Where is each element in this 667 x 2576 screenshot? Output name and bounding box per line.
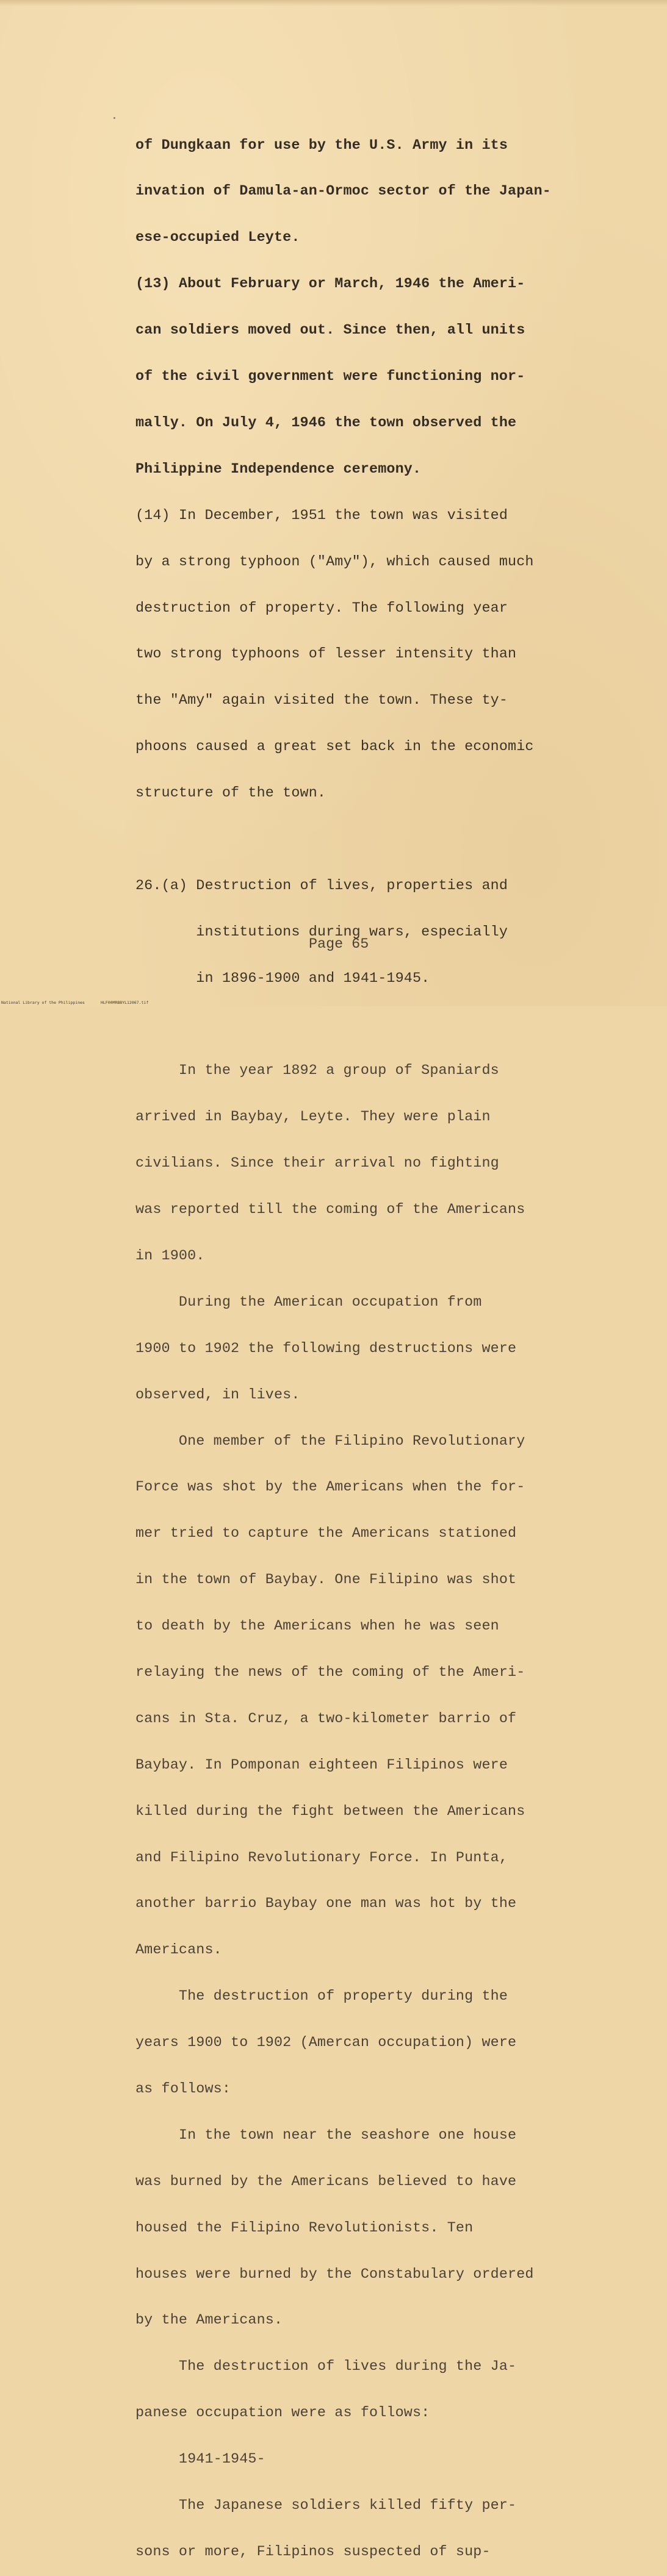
body-line: The destruction of lives during the Ja- [135, 2359, 517, 2375]
margin-mark [114, 117, 115, 119]
body-line: as follows: [135, 2081, 231, 2097]
body-line: destruction of property. The following year [135, 600, 508, 617]
body-line: housed the Filipino Revolutionists. Ten [135, 2220, 474, 2236]
body-line: two strong typhoons of lesser intensity than [135, 646, 517, 663]
paragraph-gap [135, 1018, 624, 1033]
footer-library-name: National Library of the Philippines [1, 1000, 85, 1005]
body-line: (14) In December, 1951 the town was visited [135, 507, 508, 524]
body-line: killed during the fight between the Americans [135, 1803, 525, 1820]
body-line: invation of Damula-an-Ormoc sector of the Japan- [135, 184, 551, 200]
body-line: One member of the Filipino Revolutionary [135, 1433, 525, 1450]
body-line: 1900 to 1902 the following destructions were [135, 1340, 517, 1357]
body-line: 1941-1945- [135, 2452, 265, 2468]
body-line: The destruction of property during the [135, 1989, 508, 2005]
body-line: Americans. [135, 1942, 222, 1959]
body-line: The Japanese soldiers killed fifty per- [135, 2498, 517, 2514]
paper-top-edge [0, 0, 667, 6]
body-line: to death by the Americans when he was seen [135, 1619, 499, 1635]
body-line: panese occupation were as follows: [135, 2405, 430, 2422]
body-line: observed, in lives. [135, 1387, 300, 1403]
body-line: ese-occupied Leyte. [135, 230, 300, 246]
section-heading-line: 26.(a) Destruction of lives, properties and [135, 878, 508, 894]
body-line: phoons caused a great set back in the economic [135, 739, 534, 756]
body-line: In the year 1892 a group of Spaniards [135, 1063, 499, 1079]
body-line: (13) About February or March, 1946 the Ameri- [135, 276, 525, 293]
paragraph-gap [135, 832, 624, 848]
body-line: another barrio Baybay one man was hot by the [135, 1896, 517, 1912]
footer-file-name: HLF00MRBBYL12067.tif [100, 1000, 149, 1005]
body-line: was reported till the coming of the Americans [135, 1202, 525, 1218]
body-line: was burned by the Americans believed to have [135, 2174, 517, 2190]
body-line: arrived in Baybay, Leyte. They were plain [135, 1109, 491, 1126]
section-heading-line: institutions during wars, especially [135, 924, 508, 940]
body-line: by the Americans. [135, 2313, 283, 2329]
body-line: of the civil government were functioning nor- [135, 369, 525, 385]
scan-footer [1, 1000, 164, 1005]
body-line: cans in Sta. Cruz, a two-kilometer barrio of [135, 1711, 517, 1727]
body-line: by a strong typhoon ("Amy"), which caused much [135, 554, 534, 570]
body-line: in 1900. [135, 1248, 205, 1264]
body-line: During the American occupation from [135, 1294, 482, 1311]
section-heading-line: in 1896-1900 and 1941-1945. [135, 970, 430, 987]
body-line: relaying the news of the coming of the Ameri- [135, 1664, 525, 1681]
page-number: Page 65 [309, 937, 369, 953]
document-body [135, 107, 624, 2576]
body-line: In the town near the seashore one house [135, 2127, 517, 2144]
body-line: Philippine Independence ceremony. [135, 461, 422, 478]
body-line: and Filipino Revolutionary Force. In Punta, [135, 1850, 508, 1866]
body-line: houses were burned by the Constabulary ordered [135, 2266, 534, 2283]
body-line: sons or more, Filipinos suspected of sup- [135, 2544, 491, 2560]
body-line: the "Amy" again visited the town. These ty- [135, 693, 508, 709]
body-line: Baybay. In Pomponan eighteen Filipinos were [135, 1757, 508, 1773]
body-line: mer tried to capture the Americans stationed [135, 1526, 517, 1542]
body-line: can soldiers moved out. Since then, all units [135, 323, 525, 339]
body-line: structure of the town. [135, 785, 326, 802]
body-line: in the town of Baybay. One Filipino was shot [135, 1572, 517, 1589]
body-line: Force was shot by the Americans when the for- [135, 1479, 525, 1496]
body-line: civilians. Since their arrival no fighting [135, 1156, 499, 1172]
body-line: mally. On July 4, 1946 the town observed the [135, 415, 517, 431]
body-line: years 1900 to 1902 (Amercan occupation) were [135, 2035, 517, 2052]
body-line: of Dungkaan for use by the U.S. Army in its [135, 137, 508, 154]
